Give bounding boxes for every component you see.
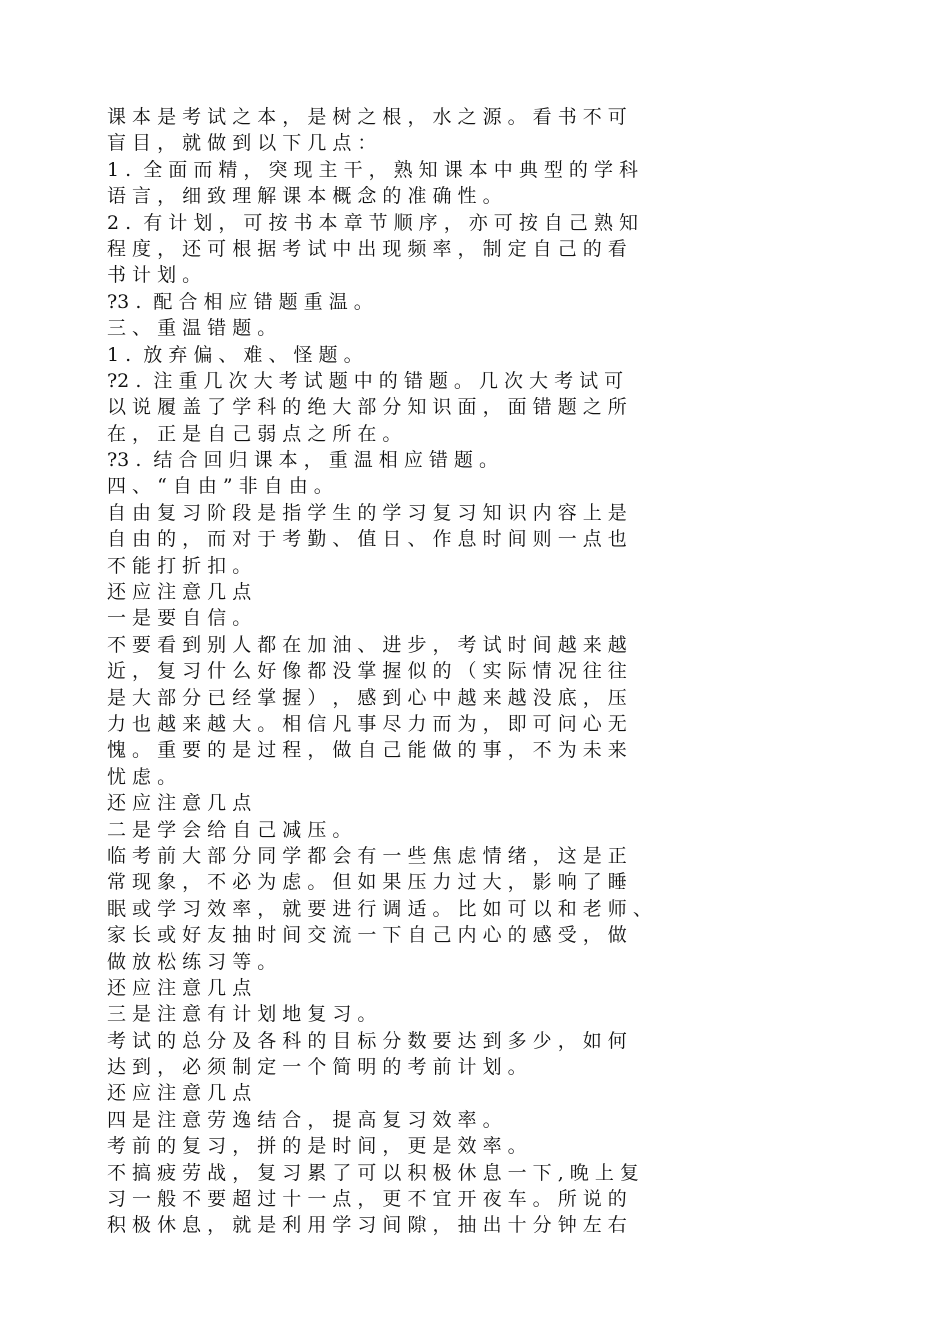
text-line: 积 极 休 息 ， 就 是 利 用 学 习 间 隙 ， 抽 出 十 分 钟 左 右: [107, 1214, 627, 1237]
text-line: 眠 或 学 习 效 率 ， 就 要 进 行 调 适 。 比 如 可 以 和 老 师 、: [107, 897, 652, 920]
document-body: [107, 104, 867, 1239]
text-line: 不 能 打 折 扣 。: [107, 554, 252, 577]
text-line: 二 是 学 会 给 自 己 减 压 。: [107, 818, 352, 841]
text-line: 自 由 的 ， 而 对 于 考 勤 、 值 日 、 作 息 时 间 则 一 点 也: [107, 528, 627, 551]
text-line: 做 放 松 练 习 等 。: [107, 950, 277, 973]
text-line: 不 搞 疲 劳 战 ， 复 习 累 了 可 以 积 极 休 息 一 下 , 晚 上 复: [107, 1161, 639, 1184]
text-line: 三 是 注 意 有 计 划 地 复 习 。: [107, 1003, 377, 1026]
text-line: 考 前 的 复 习 ， 拼 的 是 时 间 ， 更 是 效 率 。: [107, 1135, 527, 1158]
text-line: 习 一 般 不 要 超 过 十 一 点 ， 更 不 宜 开 夜 车 。 所 说 的: [107, 1188, 627, 1211]
text-line: 临 考 前 大 部 分 同 学 都 会 有 一 些 焦 虑 情 绪 ， 这 是 正: [107, 844, 627, 867]
text-line: 常 现 象 ， 不 必 为 虑 。 但 如 果 压 力 过 大 ， 影 响 了 睡: [107, 871, 627, 894]
text-line: 还 应 注 意 几 点: [107, 976, 252, 999]
text-line: 家 长 或 好 友 抽 时 间 交 流 一 下 自 己 内 心 的 感 受 ， 做: [107, 924, 627, 947]
text-line: 还 应 注 意 几 点: [107, 581, 252, 604]
text-line: 四 、 “ 自 由 ” 非 自 由 。: [107, 475, 333, 498]
text-line: 一 是 要 自 信 。: [107, 607, 252, 630]
text-line: 近 ， 复 习 什 么 好 像 都 没 掌 握 似 的 （ 实 际 情 况 往 往: [107, 660, 627, 683]
text-line: 愧 。 重 要 的 是 过 程 ， 做 自 己 能 做 的 事 ， 不 为 未 来: [107, 739, 627, 762]
text-line: 1 . 全 面 而 精 ， 突 现 主 干 ， 熟 知 课 本 中 典 型 的 学 科: [107, 158, 638, 181]
text-line: ?3 . 配 合 相 应 错 题 重 温 。: [107, 290, 373, 313]
text-line: 以 说 履 盖 了 学 科 的 绝 大 部 分 知 识 面 ， 面 错 题 之 所: [107, 396, 627, 419]
text-line: 1 . 放 弃 偏 、 难 、 怪 题 。: [107, 343, 363, 366]
text-line: 还 应 注 意 几 点: [107, 1082, 252, 1105]
text-line: 程 度 ， 还 可 根 据 考 试 中 出 现 频 率 ， 制 定 自 己 的 看: [107, 237, 627, 260]
text-line: 四 是 注 意 劳 逸 结 合 ， 提 高 复 习 效 率 。: [107, 1108, 502, 1131]
text-line: 不 要 看 到 别 人 都 在 加 油 、 进 步 ， 考 试 时 间 越 来 越: [107, 633, 627, 656]
text-line: 忧 虑 。: [107, 765, 177, 788]
text-line: 书 计 划 。: [107, 264, 202, 287]
text-line: 在 ， 正 是 自 己 弱 点 之 所 在 。: [107, 422, 402, 445]
text-line: 课 本 是 考 试 之 本 ， 是 树 之 根 ， 水 之 源 。 看 书 不 可: [107, 106, 627, 128]
text-line: 还 应 注 意 几 点: [107, 792, 252, 815]
text-line: 力 也 越 来 越 大 。 相 信 凡 事 尽 力 而 为 ， 即 可 问 心 无: [107, 712, 627, 735]
text-line: 盲 目 ， 就 做 到 以 下 几 点 ：: [107, 132, 377, 155]
text-line: 三 、 重 温 错 题 。: [107, 317, 277, 340]
text-line: 2 . 有 计 划 ， 可 按 书 本 章 节 顺 序 ， 亦 可 按 自 己 熟 知: [107, 211, 638, 234]
text-line: 达 到 ， 必 须 制 定 一 个 简 明 的 考 前 计 划 。: [107, 1056, 527, 1079]
text-line: ?2 . 注 重 几 次 大 考 试 题 中 的 错 题 。 几 次 大 考 试 可: [107, 369, 624, 392]
text-line: 是 大 部 分 已 经 掌 握 ） ， 感 到 心 中 越 来 越 没 底 ， 压: [107, 686, 627, 709]
text-line: ?3 . 结 合 回 归 课 本 ， 重 温 相 应 错 题 。: [107, 449, 498, 472]
text-line: 语 言 ， 细 致 理 解 课 本 概 念 的 准 确 性 。: [107, 185, 502, 208]
text-line: 考 试 的 总 分 及 各 科 的 目 标 分 数 要 达 到 多 少 ， 如 何: [107, 1029, 627, 1052]
text-line: 自 由 复 习 阶 段 是 指 学 生 的 学 习 复 习 知 识 内 容 上 是: [107, 501, 627, 524]
